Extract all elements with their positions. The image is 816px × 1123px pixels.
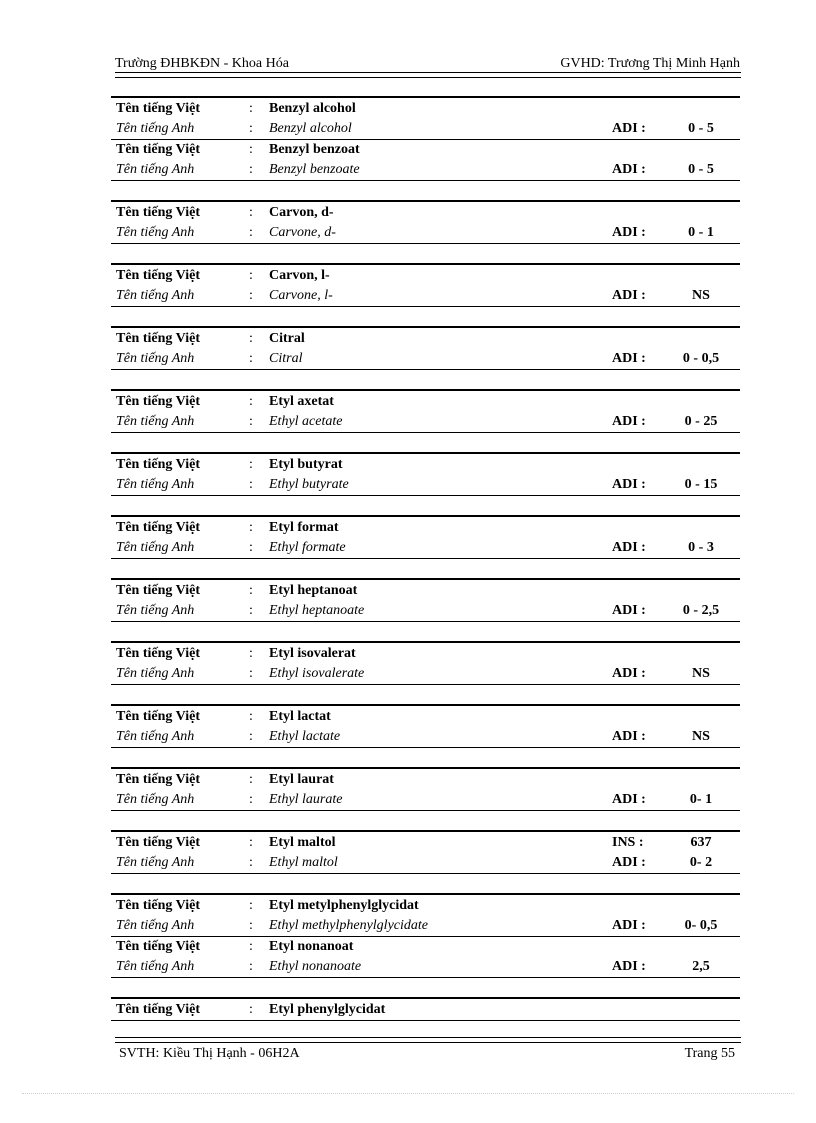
spec-code: ADI :	[612, 666, 646, 681]
row-vietnamese-name	[111, 896, 740, 916]
label-vietnamese: Tên tiếng Việt	[116, 520, 200, 535]
colon-separator: :	[249, 520, 253, 535]
colon-separator: :	[249, 666, 253, 681]
colon-separator: :	[249, 101, 253, 116]
spec-value: NS	[692, 666, 710, 681]
label-english: Tên tiếng Anh	[116, 121, 195, 136]
colon-separator: :	[249, 394, 253, 409]
substance-name-vn: Etyl axetat	[269, 394, 334, 409]
additive-block	[111, 830, 740, 874]
spec-code: ADI :	[612, 288, 646, 303]
substance-name-vn: Etyl laurat	[269, 772, 334, 787]
substance-name-vn: Etyl nonanoat	[269, 939, 354, 954]
additive-block	[111, 452, 740, 496]
colon-separator: :	[249, 959, 253, 974]
additive-block	[111, 515, 740, 559]
label-english: Tên tiếng Anh	[116, 351, 195, 366]
spec-value: NS	[692, 288, 710, 303]
spec-value: 0 - 5	[688, 121, 714, 136]
row-english-name	[111, 160, 740, 180]
substance-name-en: Carvone, d-	[269, 225, 336, 240]
label-english: Tên tiếng Anh	[116, 603, 195, 618]
spec-value: 0- 1	[689, 792, 713, 807]
label-english: Tên tiếng Anh	[116, 414, 195, 429]
spec-code: ADI :	[612, 729, 646, 744]
label-vietnamese: Tên tiếng Việt	[116, 142, 200, 157]
substance-name-vn: Etyl maltol	[269, 835, 336, 850]
row-english-name	[111, 957, 740, 977]
colon-separator: :	[249, 162, 253, 177]
spec-value: 0 - 15	[684, 477, 718, 492]
additive-block	[111, 997, 740, 1021]
row-english-name	[111, 790, 740, 810]
colon-separator: :	[249, 603, 253, 618]
page-number: Trang 55	[684, 1046, 735, 1061]
colon-separator: :	[249, 205, 253, 220]
colon-separator: :	[249, 268, 253, 283]
row-vietnamese-name	[111, 99, 740, 119]
spec-value: 2,5	[692, 959, 710, 974]
colon-separator: :	[249, 1002, 253, 1017]
spec-code: ADI :	[612, 959, 646, 974]
substance-name-vn: Carvon, d-	[269, 205, 334, 220]
row-vietnamese-name	[111, 266, 740, 286]
label-vietnamese: Tên tiếng Việt	[116, 646, 200, 661]
row-vietnamese-name	[111, 707, 740, 727]
spec-code: ADI :	[612, 477, 646, 492]
additive-block	[111, 893, 740, 978]
row-english-name	[111, 916, 740, 937]
spec-value: 0 - 0,5	[682, 351, 720, 366]
label-english: Tên tiếng Anh	[116, 729, 195, 744]
label-vietnamese: Tên tiếng Việt	[116, 898, 200, 913]
spec-code: INS :	[612, 835, 644, 850]
row-vietnamese-name	[111, 518, 740, 538]
label-english: Tên tiếng Anh	[116, 792, 195, 807]
colon-separator: :	[249, 351, 253, 366]
substance-name-en: Ethyl acetate	[269, 414, 343, 429]
label-english: Tên tiếng Anh	[116, 855, 195, 870]
header-school: Trường ĐHBKĐN - Khoa Hóa	[115, 56, 289, 71]
spec-code: ADI :	[612, 162, 646, 177]
label-vietnamese: Tên tiếng Việt	[116, 583, 200, 598]
additive-list	[111, 96, 740, 1021]
colon-separator: :	[249, 835, 253, 850]
colon-separator: :	[249, 142, 253, 157]
spec-code: ADI :	[612, 855, 646, 870]
colon-separator: :	[249, 898, 253, 913]
colon-separator: :	[249, 225, 253, 240]
spec-code: ADI :	[612, 225, 646, 240]
row-english-name	[111, 601, 740, 621]
colon-separator: :	[249, 772, 253, 787]
substance-name-vn: Carvon, l-	[269, 268, 330, 283]
row-english-name	[111, 538, 740, 558]
spec-value: 0 - 1	[688, 225, 714, 240]
label-english: Tên tiếng Anh	[116, 225, 195, 240]
additive-block	[111, 326, 740, 370]
row-vietnamese-name	[111, 140, 740, 160]
substance-name-en: Ethyl lactate	[269, 729, 341, 744]
row-english-name	[111, 475, 740, 495]
spec-value: 0 - 25	[684, 414, 718, 429]
page-footer	[115, 1046, 740, 1062]
row-english-name	[111, 223, 740, 243]
colon-separator: :	[249, 121, 253, 136]
spec-value: 0- 0,5	[684, 918, 718, 933]
row-vietnamese-name	[111, 455, 740, 475]
label-english: Tên tiếng Anh	[116, 477, 195, 492]
colon-separator: :	[249, 918, 253, 933]
label-vietnamese: Tên tiếng Việt	[116, 709, 200, 724]
additive-block	[111, 200, 740, 244]
substance-name-en: Ethyl nonanoate	[269, 959, 362, 974]
substance-name-en: Ethyl isovalerate	[269, 666, 365, 681]
additive-block	[111, 96, 740, 181]
colon-separator: :	[249, 709, 253, 724]
row-english-name	[111, 664, 740, 684]
substance-name-en: Ethyl heptanoate	[269, 603, 365, 618]
label-vietnamese: Tên tiếng Việt	[116, 1002, 200, 1017]
spec-value: 0 - 2,5	[682, 603, 720, 618]
colon-separator: :	[249, 939, 253, 954]
spec-code: ADI :	[612, 540, 646, 555]
label-vietnamese: Tên tiếng Việt	[116, 772, 200, 787]
substance-name-en: Ethyl laurate	[269, 792, 343, 807]
substance-name-en: Ethyl formate	[269, 540, 346, 555]
label-english: Tên tiếng Anh	[116, 918, 195, 933]
page-edge-dots	[22, 1093, 794, 1094]
substance-name-en: Citral	[269, 351, 303, 366]
label-vietnamese: Tên tiếng Việt	[116, 101, 200, 116]
row-vietnamese-name	[111, 1000, 740, 1020]
substance-name-vn: Etyl lactat	[269, 709, 331, 724]
spec-value: 0 - 5	[688, 162, 714, 177]
header-rule	[115, 72, 741, 78]
header-supervisor: GVHD: Trương Thị Minh Hạnh	[560, 56, 740, 71]
row-english-name	[111, 727, 740, 747]
page-header	[115, 56, 740, 72]
row-vietnamese-name	[111, 770, 740, 790]
row-english-name	[111, 119, 740, 140]
label-english: Tên tiếng Anh	[116, 288, 195, 303]
spec-value: NS	[692, 729, 710, 744]
additive-block	[111, 389, 740, 433]
spec-value: 637	[690, 835, 712, 850]
substance-name-vn: Benzyl benzoat	[269, 142, 360, 157]
substance-name-en: Benzyl benzoate	[269, 162, 360, 177]
spec-code: ADI :	[612, 414, 646, 429]
colon-separator: :	[249, 540, 253, 555]
spec-code: ADI :	[612, 121, 646, 136]
substance-name-vn: Benzyl alcohol	[269, 101, 356, 116]
row-english-name	[111, 349, 740, 369]
row-vietnamese-name	[111, 392, 740, 412]
colon-separator: :	[249, 583, 253, 598]
additive-block	[111, 263, 740, 307]
substance-name-vn: Citral	[269, 331, 305, 346]
substance-name-en: Ethyl methylphenylglycidate	[269, 918, 428, 933]
label-vietnamese: Tên tiếng Việt	[116, 835, 200, 850]
label-vietnamese: Tên tiếng Việt	[116, 457, 200, 472]
additive-block	[111, 767, 740, 811]
colon-separator: :	[249, 646, 253, 661]
colon-separator: :	[249, 288, 253, 303]
substance-name-en: Ethyl butyrate	[269, 477, 349, 492]
footer-rule	[115, 1037, 741, 1043]
label-vietnamese: Tên tiếng Việt	[116, 205, 200, 220]
label-vietnamese: Tên tiếng Việt	[116, 268, 200, 283]
colon-separator: :	[249, 331, 253, 346]
colon-separator: :	[249, 477, 253, 492]
substance-name-en: Benzyl alcohol	[269, 121, 352, 136]
substance-name-vn: Etyl heptanoat	[269, 583, 358, 598]
row-vietnamese-name	[111, 329, 740, 349]
label-english: Tên tiếng Anh	[116, 162, 195, 177]
substance-name-vn: Etyl metylphenylglycidat	[269, 898, 419, 913]
colon-separator: :	[249, 855, 253, 870]
label-vietnamese: Tên tiếng Việt	[116, 939, 200, 954]
substance-name-vn: Etyl isovalerat	[269, 646, 356, 661]
label-english: Tên tiếng Anh	[116, 540, 195, 555]
additive-block	[111, 704, 740, 748]
colon-separator: :	[249, 457, 253, 472]
row-vietnamese-name	[111, 581, 740, 601]
row-vietnamese-name	[111, 937, 740, 957]
row-english-name	[111, 412, 740, 432]
row-vietnamese-name	[111, 833, 740, 853]
spec-code: ADI :	[612, 351, 646, 366]
colon-separator: :	[249, 729, 253, 744]
colon-separator: :	[249, 792, 253, 807]
spec-value: 0 - 3	[688, 540, 714, 555]
row-vietnamese-name	[111, 644, 740, 664]
spec-value: 0- 2	[689, 855, 713, 870]
footer-student: SVTH: Kiều Thị Hạnh - 06H2A	[119, 1046, 300, 1061]
row-vietnamese-name	[111, 203, 740, 223]
spec-code: ADI :	[612, 918, 646, 933]
additive-block	[111, 578, 740, 622]
row-english-name	[111, 286, 740, 306]
substance-name-en: Carvone, l-	[269, 288, 333, 303]
substance-name-vn: Etyl format	[269, 520, 339, 535]
row-english-name	[111, 853, 740, 873]
label-vietnamese: Tên tiếng Việt	[116, 394, 200, 409]
label-english: Tên tiếng Anh	[116, 666, 195, 681]
spec-code: ADI :	[612, 792, 646, 807]
substance-name-vn: Etyl phenylglycidat	[269, 1002, 386, 1017]
spec-code: ADI :	[612, 603, 646, 618]
substance-name-en: Ethyl maltol	[269, 855, 338, 870]
substance-name-vn: Etyl butyrat	[269, 457, 343, 472]
label-english: Tên tiếng Anh	[116, 959, 195, 974]
colon-separator: :	[249, 414, 253, 429]
additive-block	[111, 641, 740, 685]
label-vietnamese: Tên tiếng Việt	[116, 331, 200, 346]
